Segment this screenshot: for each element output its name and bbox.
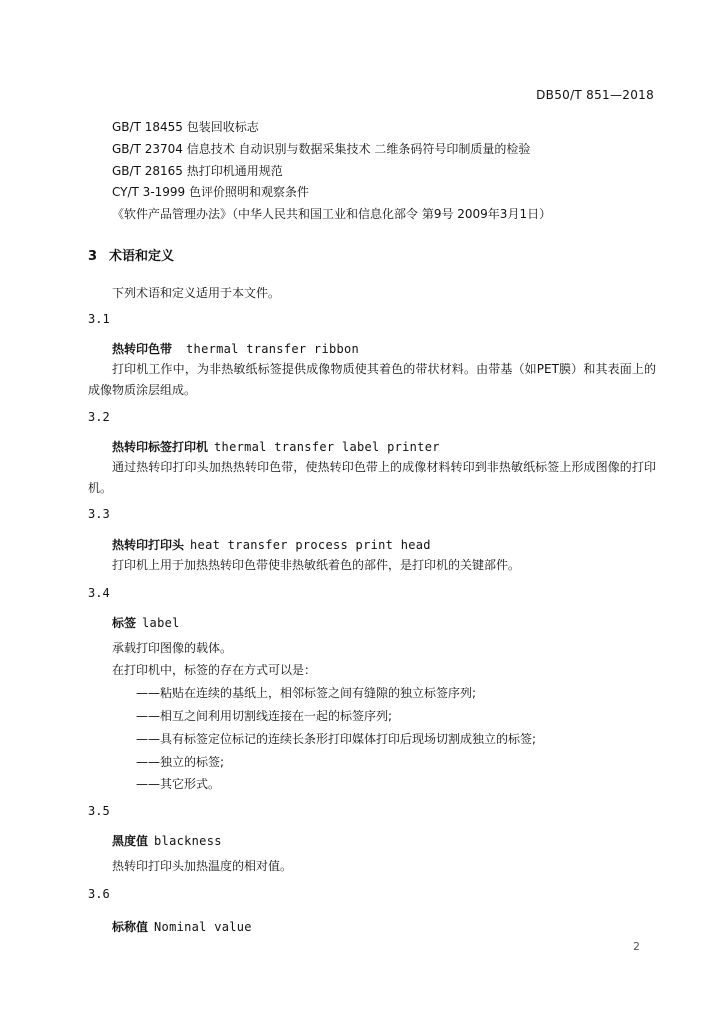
- term-definition: 承载打印图像的载体。: [112, 641, 233, 655]
- term-definition: 打印机上用于加热热转印色带使非热敏纸着色的部件，是打印机的关键部件。: [112, 558, 521, 572]
- term-heading: [112, 438, 440, 455]
- term-name-en: blackness: [154, 834, 222, 848]
- reference-line: GB/T 28165 热打印机通用规范: [112, 164, 283, 178]
- term-definition: 打印机工作中，为非热敏纸标签提供成像物质使其着色的带状材料。由带基（如PET膜）和其表面上的成像物质涂层组成。: [88, 362, 656, 397]
- term-number: 3.6: [88, 887, 110, 901]
- term-extra-text: 在打印机中，标签的存在方式可以是：: [112, 663, 317, 677]
- term-name-zh: 热转印色带: [112, 342, 173, 356]
- term-definition: 热转印打印头加热温度的相对值。: [112, 859, 293, 873]
- reference-line: 《软件产品管理办法》（中华人民共和国工业和信息化部令 第9号 2009年3月1日）: [112, 207, 552, 221]
- section-intro: 下列术语和定义适用于本文件。: [112, 286, 281, 300]
- term-heading: [112, 340, 359, 357]
- term-name-en: label: [142, 616, 180, 630]
- reference-line: GB/T 18455 包装回收标志: [112, 120, 259, 134]
- page-number: 2: [633, 940, 640, 953]
- term-name-en: thermal transfer label printer: [214, 440, 440, 454]
- section-title-text: 术语和定义: [109, 249, 175, 264]
- list-item: ——独立的标签;: [136, 755, 225, 769]
- term-heading: [112, 918, 252, 935]
- term-heading: [112, 614, 180, 631]
- term-name-en: heat transfer process print head: [190, 538, 431, 552]
- term-name-en: Nominal value: [154, 920, 252, 934]
- section-heading: [88, 245, 174, 264]
- term-name-zh: 热转印标签打印机: [112, 440, 209, 454]
- document-code: DB50/T 851—2018: [536, 88, 654, 102]
- term-name-zh: 黑度值: [112, 834, 149, 848]
- term-number: 3.5: [88, 804, 110, 818]
- list-item: ——其它形式。: [136, 777, 221, 791]
- term-name-zh: 标签: [112, 616, 137, 630]
- term-heading: [112, 832, 222, 849]
- term-number: 3.4: [88, 586, 110, 600]
- term-definition: 通过热转印打印头加热热转印色带，使热转印色带上的成像材料转印到非热敏纸标签上形成图像的打印机。: [88, 460, 656, 495]
- term-number: 3.1: [88, 312, 110, 326]
- section-number: 3: [88, 249, 98, 264]
- term-name-zh: 热转印打印头: [112, 538, 185, 552]
- term-number: 3.2: [88, 410, 110, 424]
- list-item: ——粘贴在连续的基纸上，相邻标签之间有缝隙的独立标签序列;: [136, 686, 477, 700]
- term-name-en: thermal transfer ribbon: [186, 342, 360, 356]
- reference-line: CY/T 3-1999 色评价照明和观察条件: [112, 185, 310, 199]
- list-item: ——相互之间利用切割线连接在一起的标签序列;: [136, 709, 393, 723]
- list-item: ——具有标签定位标记的连续长条形打印媒体打印后现场切割成独立的标签;: [136, 732, 537, 746]
- term-heading: [112, 536, 431, 553]
- term-name-zh: 标称值: [112, 920, 149, 934]
- term-number: 3.3: [88, 507, 110, 521]
- reference-line: GB/T 23704 信息技术 自动识别与数据采集技术 二维条码符号印制质量的检验: [112, 142, 531, 156]
